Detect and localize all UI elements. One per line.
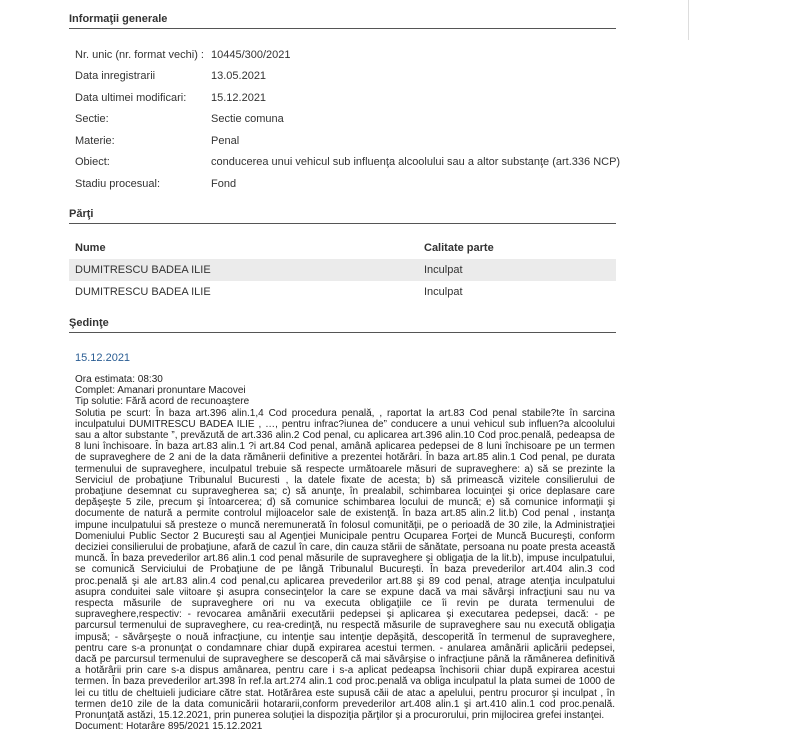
table-row xyxy=(69,281,616,303)
sedinta-details xyxy=(75,374,615,733)
document-reference: Document: Hotarâre 895/2021 15.12.2021 xyxy=(75,721,263,733)
divider xyxy=(688,0,689,40)
cell-calitate: Inculpat xyxy=(424,264,463,276)
sedinta-date: 15.12.2021 xyxy=(75,352,131,364)
section-title-general: Informaţii generale xyxy=(69,13,616,29)
solutie-pe-scurt: Solutia pe scurt: În baza art.396 alin.1,4 Cod procedura penală, , raportat la art.83 Cod penal stabile?te în sarcina inculpatului DUMITRESCU BADEA ILIE , …, pentru infrac?iunea de” conducere a unui vehicul sub influen?a alcoolului sau a altor substante ”, prevăzută de art.336 alin.2 Cod penal, cu aplicarea art.396 alin.10 Cod proc.penală, pedeapsa de 8 luni închisoare. În baza art.83 alin.1 ?i art.84 Cod penal, amână aplicarea pedepsei de 8 luni închisoare pe un termen de supraveghere de 2 ani de la data rămânerii definitive a prezentei hotărâri. În baza art.85 alin.1 Cod penal, pe durata termenului de supraveghere, inculpatul trebuie să respecte următoarele măsuri de supraveghere: a) să se prezinte la Serviciul de probaţiune Tribunalul Bucuresti , la datele fixate de acesta; b) să primească vizitele consilierului de probaţiune desemnat cu supravegherea sa; c) să anunţe, în prealabil, schimbarea locuinţei şi orice deplasare care depăşeşte 5 zile, precum şi întoarcerea; d) să comunice schimbarea locului de muncă; e) să comunice informaţii şi documente de natură a permite controlul mijloacelor sale de existenţă. În baza art.85 alin.2 lit.b) Cod penal , instanţa impune inculpatului să presteze o muncă neremunerată în folosul comunităţii, pe o perioadă de 30 zile, la Administraţiei Domeniului Public Sector 2 Bucureşti sau al Agenţiei Municipale pentru Ocuparea Forţei de Muncă Bucureşti, conform deciziei consilierului de probaţiune, afară de cazul în care, din cauza stării de sănătate, persoana nu poate presta această muncă. În baza prevederilor art.86 alin.1 cod penal măsurile de supraveghere şi obligaţia de la lit.b), impuse inculpatului, se comunică Serviciului de Probaţiune de pe lângă Tribunalul Bucureşti. În baza prevederilor art.404 alin.3 cod proc.penală şi ale art.83 alin.4 cod penal,cu aplicarea prevederilor art.88 şi 89 cod penal, atrage atenţia inculpatului asupra conduitei sale viitoare şi asupra consecinţelor la care se expune dacă va mai săvârşi infracţiuni sau nu va respecta măsurile de supraveghere ori nu va executa obligaţiile ce îi revin pe durata termenului de supraveghere,respectiv: - revocarea amânării executării pedepsei şi aplicarea şi executarea pedepsei, dacă: - pe parcursul termenului de supraveghere, cu rea-credinţă, nu respectă măsurile de supraveghere sau nu execută obligaţia impusă; - săvârşeşte o nouă infracţiune, cu intenţie sau intenţie depăşită, descoperită în termenul de supraveghere, pentru care s-a pronunţat o condamnare chiar după expirarea acestui termen. - anularea amânării aplicării pedepsei, dacă pe parcursul termenului de supraveghere se descoperă că mai săvârşise o infracţiune până la rămânerea definitivă a hotărârii prin care s-a dispus amânarea, pentru care i s-a aplicat pedeapsa închisorii chiar după expirarea acestui termen. În baza prevederilor art.398 în ref.la art.274 alin.1 cod proc.penală va obliga inculpatul la plata sumei de 1000 de lei cu titlu de cheltuieli judiciare către stat. Hotărârea este supusă căii de atac a apelului, pentru procuror şi inculpat , în termen de10 zile de la data comunicării hotararii,conform prevederilor art.408 alin.1 şi art.410 alin.1 cod proc.penală. Pronunţată astăzi, 15.12.2021, prin punerea soluţiei la dispoziţia părţilor şi a procurorului, prin mijlocirea grefei instanţei. xyxy=(75,407,615,722)
info-label: Nr. unic (nr. format vechi) : xyxy=(75,49,204,61)
table-row xyxy=(69,259,616,281)
cell-nume: DUMITRESCU BADEA ILIE xyxy=(75,264,211,276)
section-title-parti: Părţi xyxy=(69,208,616,224)
info-label: Stadiu procesual: xyxy=(75,178,160,190)
column-header-calitate: Calitate parte xyxy=(424,242,494,254)
column-header-nume: Nume xyxy=(75,242,106,254)
tip-solutie: Tip solutie: Fără acord de recunoaştere xyxy=(75,396,250,408)
table-header xyxy=(69,237,616,259)
cell-calitate: Inculpat xyxy=(424,286,463,298)
info-label: Data inregistrarii xyxy=(75,70,156,82)
section-title-sedinte: Şedinţe xyxy=(69,317,616,333)
info-label: Obiect: xyxy=(75,156,110,168)
complet: Complet: Amanari pronuntare Macovei xyxy=(75,385,246,397)
info-value: Penal xyxy=(211,135,240,147)
info-value: Fond xyxy=(211,178,237,190)
info-label: Materie: xyxy=(75,135,115,147)
ora-estimata: Ora estimata: 08:30 xyxy=(75,374,163,385)
info-label: Sectie: xyxy=(75,113,109,125)
cell-nume: DUMITRESCU BADEA ILIE xyxy=(75,286,211,298)
info-value: Sectie comuna xyxy=(211,113,284,125)
parti-table xyxy=(69,237,616,303)
info-value: 10445/300/2021 xyxy=(211,49,291,61)
info-label: Data ultimei modificari: xyxy=(75,92,187,104)
info-value: conducerea unui vehicul sub influenţa alcoolului sau a altor substanţe (art.336 NCP) xyxy=(211,156,621,168)
info-value: 15.12.2021 xyxy=(211,92,267,104)
info-value: 13.05.2021 xyxy=(211,70,267,82)
